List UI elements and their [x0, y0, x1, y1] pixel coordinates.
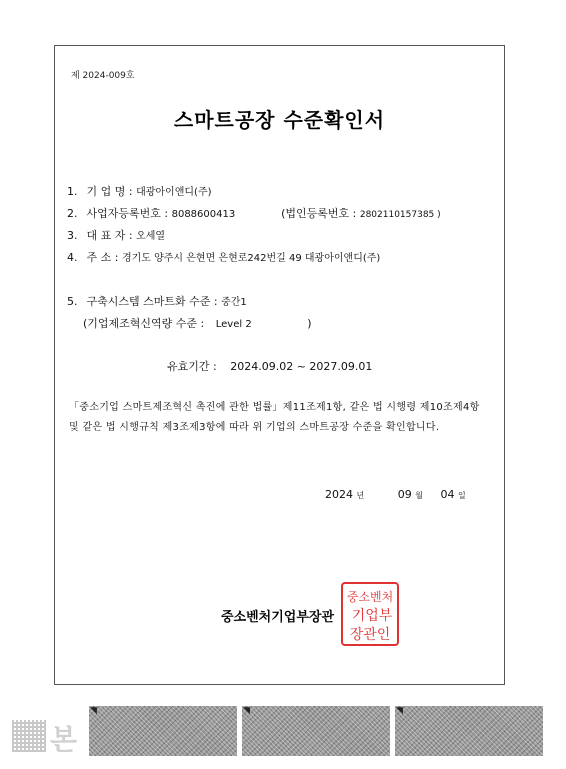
watermark-pattern [12, 720, 46, 752]
company-name: 대광아이앤디(주) [136, 187, 212, 198]
issuer-name: 중소벤처기업부장관 [221, 610, 335, 625]
month-unit: 월 [415, 491, 423, 500]
validity-label: 유효기간 : [167, 360, 217, 373]
smart-level: 중간1 [221, 297, 247, 308]
corner-mark-icon: ◥ [243, 706, 250, 716]
row-smart-level [67, 293, 247, 309]
validity-value: 2024.09.02 ~ 2027.09.01 [230, 360, 373, 373]
row-innovation-level [83, 315, 312, 331]
issue-day: 04 [440, 488, 455, 501]
document-title: 스마트공장 수준확인서 [173, 108, 386, 132]
row-company-name [67, 183, 212, 199]
year-unit: 년 [356, 491, 365, 500]
row-label: 사업자등록번호 : [86, 207, 169, 220]
issue-month: 09 [397, 488, 412, 501]
seal-line-2: 기업부 [351, 608, 393, 624]
row-label: 주 소 : [86, 251, 119, 264]
validity-period [167, 358, 372, 374]
row-number: 5. [67, 295, 78, 308]
watermark-char: 본 [50, 723, 78, 756]
legal-statement: 「중소기업 스마트제조혁신 촉진에 관한 법률」제11조제1항, 같은 법 시행령 제10조제4항 및 같은 법 시행규칙 제3조제3항에 따라 위 기업의 스마트공장 수준을 확인합니다. [69, 402, 480, 433]
row-number: 1. [67, 185, 78, 198]
official-seal-icon [341, 582, 399, 646]
issue-year: 2024 [325, 488, 353, 501]
row-number: 2. [67, 207, 78, 220]
row-label: 대 표 자 : [86, 229, 133, 242]
row-business-number [67, 205, 441, 221]
security-barcode-1 [89, 706, 237, 756]
address: 경기도 양주시 은현면 은현로242번길 49 대광아이앤디(주) [121, 253, 381, 264]
row-label: 구축시스템 스마트화 수준 : [86, 295, 218, 308]
corner-mark-icon: ◥ [396, 706, 403, 716]
corner-mark-icon: ◥ [90, 706, 97, 716]
row-number: 3. [67, 229, 78, 242]
security-barcode-2 [242, 706, 390, 756]
certificate-document [54, 45, 505, 685]
corporate-number-label: (법인등록번호 : [281, 207, 357, 220]
business-number: 8088600413 [171, 209, 236, 220]
representative-name: 오세열 [136, 231, 166, 242]
row-representative [67, 227, 165, 243]
row-number: 4. [67, 251, 78, 264]
row-label: (기업제조혁신역량 수준 : [83, 317, 205, 330]
security-barcode-3 [395, 706, 543, 756]
row-address [67, 249, 380, 265]
day-unit: 일 [457, 491, 466, 500]
innovation-level: Level 2 [215, 319, 252, 330]
seal-graphic [343, 584, 397, 644]
row-label: 기 업 명 : [86, 185, 133, 198]
watermark [12, 718, 82, 754]
issue-date [325, 488, 480, 501]
closing-paren: ) [307, 317, 312, 330]
document-number: 제 2024-009호 [71, 71, 135, 81]
seal-line-3: 장관인 [349, 627, 391, 643]
seal-line-1: 중소벤처 [346, 590, 394, 604]
corporate-number: 2802110157385 ) [359, 210, 441, 220]
